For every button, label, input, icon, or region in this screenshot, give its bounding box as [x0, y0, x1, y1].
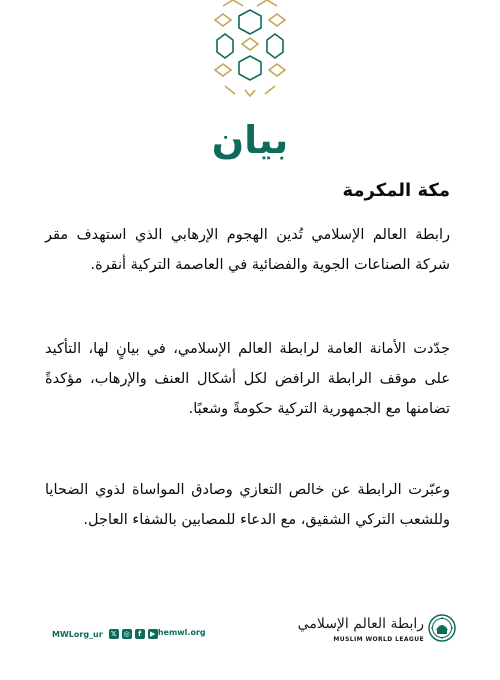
logo-english-text: MUSLIM WORLD LEAGUE [333, 636, 424, 643]
facebook-icon[interactable]: f [135, 629, 145, 639]
website-link[interactable]: themwl.org [154, 628, 206, 637]
x-icon[interactable]: 𝕏 [109, 629, 119, 639]
dateline-location: مكة المكرمة [342, 180, 450, 201]
paragraph-1: رابطة العالم الإسلامي تُدين الهجوم الإرهابي الذي استهدف مقر شركة الصناعات الجوية والفضائية في العاصمة التركية أنقرة. [45, 227, 450, 273]
paragraph-2: جدّدت الأمانة العامة لرابطة العالم الإسلامي، في بيانٍ لها، التأكيد على موقف الرابطة الرافض لكل أشكال العنف والإرهاب، مؤكدةً تضامنها مع الجمهورية التركية حكومةً وشعبًا. [45, 341, 450, 417]
page-title: بيان [211, 118, 289, 162]
mwl-seal-icon [428, 614, 456, 642]
instagram-icon[interactable]: ◎ [123, 630, 130, 638]
youtube-icon[interactable]: ▶ [148, 629, 158, 639]
mwl-logo [297, 612, 456, 648]
social-bar [52, 626, 158, 642]
ornament-decoration [209, 0, 291, 102]
logo-arabic-text: رابطة العالم الإسلامي [297, 616, 424, 632]
social-handle[interactable]: MWLorg_ur [52, 629, 103, 639]
paragraph-3: وعبّرت الرابطة عن خالص التعازي وصادق المواساة لذوي الضحايا وللشعب التركي الشقيق، مع الدعاء للمصابين بالشفاء العاجل. [45, 482, 450, 528]
